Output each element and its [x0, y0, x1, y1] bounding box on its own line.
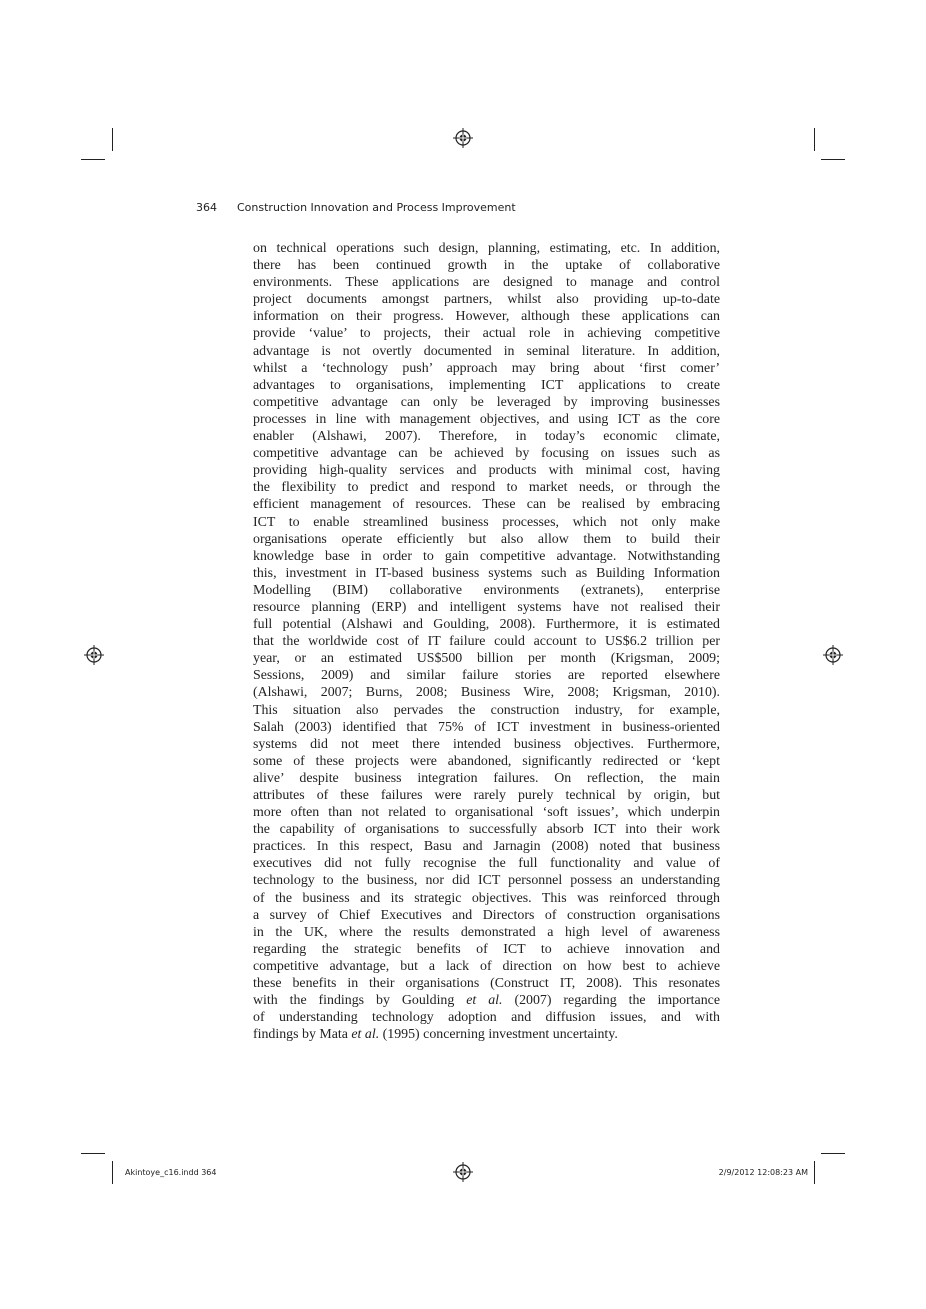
text-line: alive’ despite business integration failures. On reflection, the main: [253, 770, 720, 786]
text-line: executives did not fully recognise the full functionality and value of: [253, 856, 720, 872]
text-line: on technical operations such design, planning, estimating, etc. In addition,: [253, 241, 720, 256]
text-line: processes in line with management objectives, and using ICT as the core: [253, 411, 720, 427]
text-line: competitive advantage, but a lack of direction on how best to achieve: [253, 958, 720, 974]
text-line: knowledge base in order to gain competitive advantage. Notwithstanding: [253, 548, 720, 564]
text-line: project documents amongst partners, whilst also providing up-to-date: [253, 292, 720, 308]
text-line: efficient management of resources. These can be realised by embracing: [253, 497, 720, 513]
text-line: full potential (Alshawi and Goulding, 2008). Furthermore, it is estimated: [253, 617, 720, 633]
crop-mark-bottom-left-horizontal: [81, 1153, 105, 1154]
text-line: resource planning (ERP) and intelligent systems have not realised their: [253, 599, 720, 615]
text-line: of the business and its strategic objectives. This was reinforced through: [253, 890, 720, 906]
text-line: Salah (2003) identified that 75% of ICT investment in business-oriented: [253, 719, 720, 735]
text-line: the capability of organisations to successfully absorb ICT into their work: [253, 822, 720, 838]
text-line: competitive advantage can be achieved by focusing on issues such as: [253, 446, 720, 462]
text-line: environments. These applications are designed to manage and control: [253, 275, 720, 291]
text-line: some of these projects were abandoned, significantly redirected or ‘kept: [253, 753, 720, 769]
registration-mark-icon: [453, 1162, 473, 1182]
body-paragraph: [253, 240, 720, 1043]
text-line: attributes of these failures were rarely purely technical by origin, but: [253, 788, 720, 803]
text-line: of understanding technology adoption and diffusion issues, and with: [253, 1010, 720, 1026]
text-line: more often than not related to organisational ‘soft issues’, which underpin: [253, 805, 720, 821]
text-line: organisations operate efficiently but also allow them to build their: [253, 531, 720, 547]
text-line: this, investment in IT-based business systems such as Building Information: [253, 565, 720, 581]
crop-mark-top-right-horizontal: [821, 159, 845, 160]
registration-mark-icon: [823, 645, 843, 665]
text-line: practices. In this respect, Basu and Jarnagin (2008) noted that business: [253, 839, 720, 855]
text-line: findings by Mata et al. (1995) concerning investment uncertainty.: [253, 1027, 618, 1043]
text-line: there has been continued growth in the uptake of collaborative: [253, 258, 720, 274]
text-line: the flexibility to predict and respond to market needs, or through the: [253, 480, 720, 496]
text-line: This situation also pervades the construction industry, for example,: [253, 702, 720, 718]
text-line: advantage is not overtly documented in seminal literature. In addition,: [253, 343, 720, 359]
crop-mark-top-left-vertical: [112, 128, 113, 151]
text-line: competitive advantage can only be leveraged by improving businesses: [253, 394, 720, 410]
text-line: (Alshawi, 2007; Burns, 2008; Business Wire, 2008; Krigsman, 2010).: [253, 685, 720, 701]
text-line: year, or an estimated US$500 billion per month (Krigsman, 2009;: [253, 651, 720, 667]
text-line: these benefits in their organisations (Construct IT, 2008). This resonates: [253, 976, 720, 992]
text-line: provide ‘value’ to projects, their actual role in achieving competitive: [253, 326, 720, 342]
text-line: a survey of Chief Executives and Directors of construction organisations: [253, 907, 720, 923]
registration-mark-icon: [84, 645, 104, 665]
crop-mark-bottom-right-horizontal: [821, 1153, 845, 1154]
running-title: Construction Innovation and Process Improvement: [237, 201, 516, 214]
text-line: regarding the strategic benefits of ICT to achieve innovation and: [253, 941, 720, 957]
crop-mark-top-left-horizontal: [81, 159, 105, 160]
italic-et-al: et al.: [466, 993, 503, 1009]
italic-et-al: et al.: [351, 1027, 380, 1043]
text-line: providing high-quality services and products with minimal cost, having: [253, 463, 720, 479]
text-line: Modelling (BIM) collaborative environments (extranets), enterprise: [253, 582, 720, 598]
text-line: systems did not meet there intended business objectives. Furthermore,: [253, 736, 720, 752]
text-line: Sessions, 2009) and similar failure stories are reported elsewhere: [253, 668, 720, 684]
crop-mark-top-right-vertical: [814, 128, 815, 151]
text-line: information on their progress. However, although these applications can: [253, 309, 720, 325]
text-line: whilst a ‘technology push’ approach may bring about ‘first comer’: [253, 360, 720, 376]
slug-timestamp: 2/9/2012 12:08:23 AM: [718, 1168, 808, 1177]
text-line: advantages to organisations, implementing ICT applications to create: [253, 377, 720, 393]
text-line: enabler (Alshawi, 2007). Therefore, in today’s economic climate,: [253, 429, 720, 445]
text-line: technology to the business, nor did ICT personnel possess an understanding: [253, 873, 720, 889]
slug-file-info: Akintoye_c16.indd 364: [125, 1168, 217, 1177]
text-line: ICT to enable streamlined business processes, which not only make: [253, 514, 720, 530]
page-number: 364: [196, 201, 217, 214]
registration-mark-icon: [453, 128, 473, 148]
text-line: with the findings by Goulding et al. (2007) regarding the importance: [253, 993, 720, 1009]
text-line: in the UK, where the results demonstrated a high level of awareness: [253, 924, 720, 940]
crop-mark-bottom-left-vertical: [112, 1161, 113, 1184]
crop-mark-bottom-right-vertical: [814, 1161, 815, 1184]
text-line: that the worldwide cost of IT failure could account to US$6.2 trillion per: [253, 634, 720, 650]
